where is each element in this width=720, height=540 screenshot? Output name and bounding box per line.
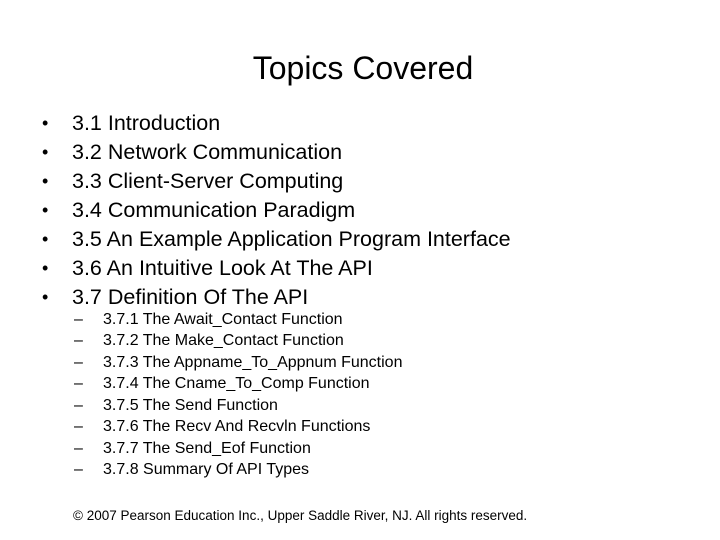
sub-list-item-text: 3.7.5 The Send Function	[103, 396, 278, 414]
dash-icon: –	[74, 310, 83, 328]
sub-list-item-text: 3.7.6 The Recv And Recvln Functions	[103, 418, 371, 436]
list-item-text: 3.1 Introduction	[72, 111, 221, 135]
sub-list-item	[74, 352, 402, 374]
sub-list-item	[74, 331, 402, 353]
sub-list-item	[74, 438, 402, 460]
bullet-icon: •	[42, 171, 49, 191]
bullet-icon: •	[42, 113, 49, 133]
list-item-text: 3.3 Client-Server Computing	[72, 169, 344, 193]
list-item	[42, 109, 511, 138]
sub-list-item-text: 3.7.2 The Make_Contact Function	[103, 332, 344, 350]
topic-list	[42, 109, 511, 312]
copyright-footer: © 2007 Pearson Education Inc., Upper Saddle River, NJ. All rights reserved.	[73, 508, 528, 523]
subtopic-list	[74, 309, 402, 481]
sub-list-item	[74, 417, 402, 439]
dash-icon: –	[74, 396, 83, 414]
sub-list-item	[74, 395, 402, 417]
list-item	[42, 225, 511, 254]
list-item	[42, 254, 511, 283]
bullet-icon: •	[42, 258, 49, 278]
bullet-icon: •	[42, 287, 49, 307]
sub-list-item	[74, 309, 402, 331]
dash-icon: –	[74, 332, 83, 350]
bullet-icon: •	[42, 200, 49, 220]
dash-icon: –	[74, 353, 83, 371]
list-item-text: 3.2 Network Communication	[72, 140, 343, 164]
bullet-icon: •	[42, 229, 49, 249]
dash-icon: –	[74, 375, 83, 393]
sub-list-item-text: 3.7.1 The Await_Contact Function	[103, 310, 343, 328]
list-item	[42, 167, 511, 196]
sub-list-item-text: 3.7.3 The Appname_To_Appnum Function	[103, 353, 403, 371]
list-item-text: 3.6 An Intuitive Look At The API	[72, 256, 373, 280]
list-item-text: 3.7 Definition Of The API	[72, 285, 309, 309]
list-item-text: 3.5 An Example Application Program Interface	[72, 227, 511, 251]
sub-list-item-text: 3.7.7 The Send_Eof Function	[103, 439, 311, 457]
dash-icon: –	[74, 439, 83, 457]
list-item-text: 3.4 Communication Paradigm	[72, 198, 356, 222]
sub-list-item-text: 3.7.4 The Cname_To_Comp Function	[103, 375, 370, 393]
sub-list-item	[74, 374, 402, 396]
slide-title: Topics Covered	[252, 50, 474, 86]
dash-icon: –	[74, 461, 83, 479]
dash-icon: –	[74, 418, 83, 436]
list-item	[42, 283, 511, 312]
list-item	[42, 138, 511, 167]
list-item	[42, 196, 511, 225]
sub-list-item	[74, 460, 402, 482]
bullet-icon: •	[42, 142, 49, 162]
sub-list-item-text: 3.7.8 Summary Of API Types	[103, 461, 310, 479]
